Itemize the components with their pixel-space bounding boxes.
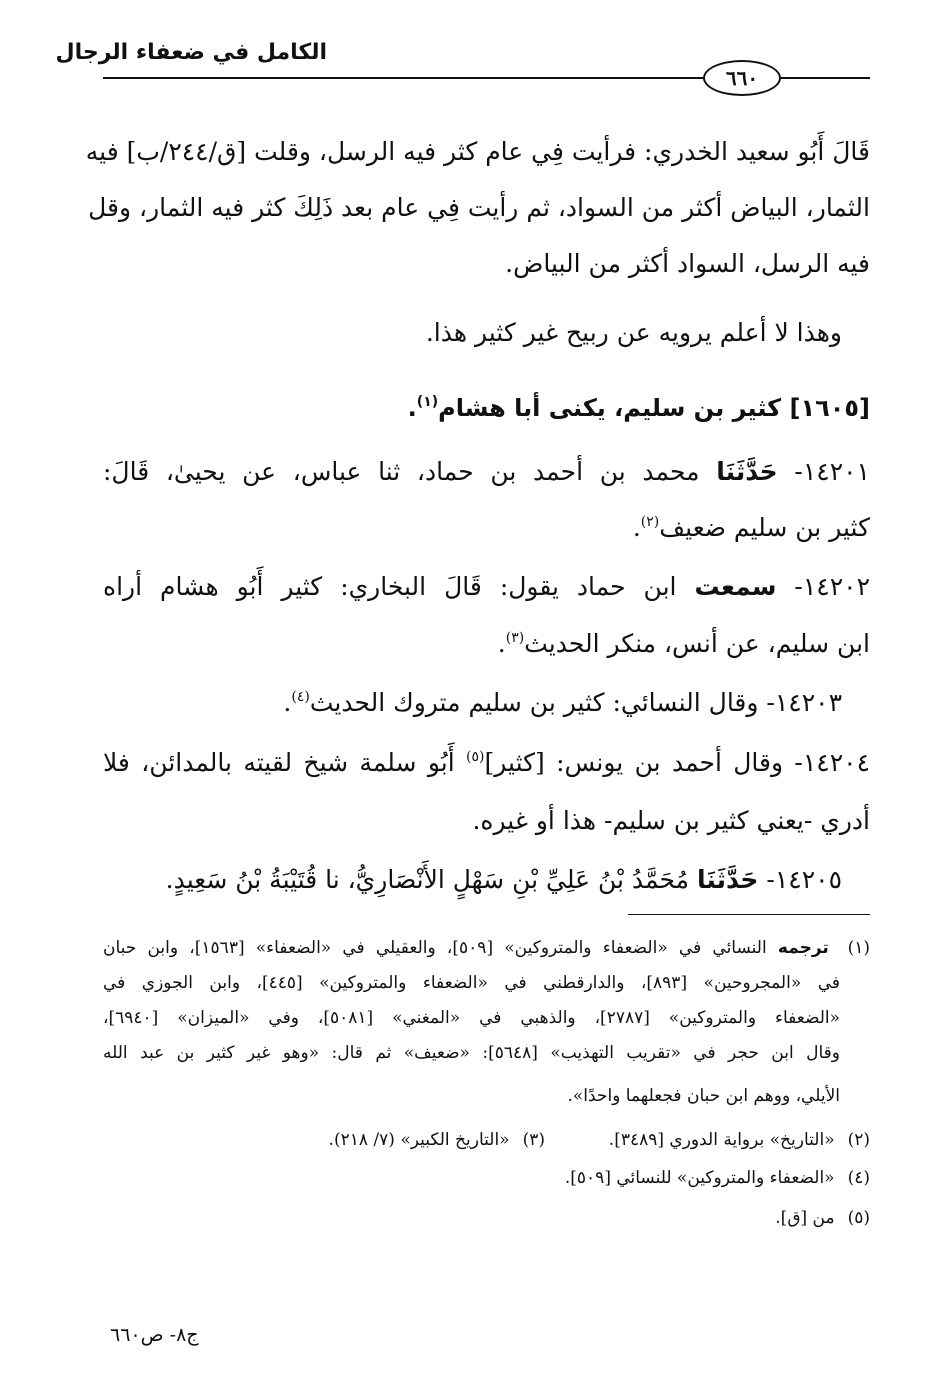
body-line [633,508,870,552]
footnote-keyword: ترجمه [777,938,829,958]
body-line: الثمار، البياض أكثر من السواد، ثم رأيت فِي عام بعد ذَلِكَ كثر فيه الثمار، وقل [88,193,870,222]
line-end: . [283,688,292,717]
footnote-ref[interactable]: (٣) [505,630,525,646]
narration-text: ابن حماد يقول: قَالَ البخاري: كثير أَبُو هشام أراه [103,572,677,601]
footnote-4 [565,1163,870,1193]
line-end: . [497,629,506,658]
footnote-number: (٥) [847,1208,870,1228]
narration-keyword: سمعت [694,572,777,601]
body-line [498,624,870,668]
narration-text: ابن سليم، عن أنس، منكر الحديث [524,629,870,658]
body-line: فيه الرسل، السواد أكثر من البياض. [505,249,870,278]
footnote-text: النسائي في «الضعفاء والمتروكين» [٥٠٩]، والعقيلي في «الضعفاء» [١٥٦٣]، وابن حبان [103,938,767,958]
footnote-2 [609,1125,870,1155]
narration-keyword: حَدَّثَنَا [697,865,759,894]
narration-14202 [103,567,870,607]
footnote-text: من [ق]. [775,1208,835,1228]
body-line: أدري -يعني كثير بن سليم- هذا أو غيره. [472,806,870,835]
footnote-text: «الضعفاء والمتروكين» للنسائي [٥٠٩]. [564,1168,835,1188]
entry-heading-end: . [407,394,417,422]
line-end: . [632,513,641,542]
body-line: وهذا لا أعلم يرويه عن ربيح غير كثير هذا. [425,318,842,347]
narration-keyword: حَدَّثَنَا [716,457,778,486]
entry-heading [408,388,870,432]
narration-text: مُحَمَّدُ بْنُ عَلِيِّ بْنِ سَهْلٍ الأَنْصَارِيُّ، نا قُتَيْبَةُ بْنُ سَعِيدٍ. [165,865,690,894]
footnote-ref[interactable]: (٥) [466,749,485,765]
footnote-line: في «المجروحين» [٨٩٣]، والدارقطني في «الضعفاء والمتروكين» [٤٤٥]، وابن الجوزي في [103,973,841,993]
footnote-3 [329,1125,545,1155]
footnote-number: (٣) [522,1130,545,1150]
narration-14201 [103,452,870,492]
narration-text: كثير بن سليم ضعيف [659,513,870,542]
footnote-ref[interactable]: (٢) [640,514,660,530]
page-reference: ج٨- ص٦٦٠ [110,1324,199,1346]
footnote-number: (١) [847,938,871,958]
narration-14203 [283,683,842,727]
footnote-ref[interactable]: (٤) [291,689,310,705]
narration-number: ١٤٢٠٥- [766,865,842,894]
narration-text: محمد بن أحمد بن حماد، ثنا عباس، عن يحيىٰ، قَالَ: [103,457,700,486]
footnote-line: الأيلي، ووهم ابن حبان فجعلهما واحدًا». [567,1086,840,1106]
page-number: ٦٦٠ [703,60,781,96]
footnote-number: (٢) [847,1130,870,1150]
narration-number: ١٤٢٠٢- [794,572,871,601]
footnote-ref[interactable]: (١) [416,394,439,410]
narration-text: ١٤٢٠٣- وقال النسائي: كثير بن سليم متروك الحديث [309,688,842,717]
body-line: قَالَ أَبُو سعيد الخدري: فرأيت فِي عام كثر فيه الرسل، وقلت [ق/٢٤٤/ب] فيه [85,137,870,166]
narration-number: ١٤٢٠١- [794,457,870,486]
footnote-1 [103,933,870,963]
footnote-line: وقال ابن حجر في «تقريب التهذيب» [٥٦٤٨]: «ضعيف» ثم قال: «وهو غير كثير بن عبد الله [103,1043,840,1063]
footnote-separator [628,914,870,915]
book-title: الكامل في ضعفاء الرجال [55,40,327,65]
narration-14204 [103,743,870,787]
narration-14205 [166,860,842,900]
footnote-number: (٤) [847,1168,870,1188]
narration-text: ١٤٢٠٤- وقال أحمد بن يونس: [كثير] [484,748,871,777]
footnote-text: «التاريخ» برواية الدوري [٣٤٨٩]. [608,1130,835,1150]
footnote-text: «التاريخ الكبير» (٧/ ٢١٨). [328,1130,510,1150]
footnote-5 [775,1203,870,1233]
entry-heading-text: [١٦٠٥] كثير بن سليم، يكنى أبا هشام [438,394,870,422]
footnote-line: «الضعفاء والمتروكين» [٢٧٨٧]، والذهبي في «المغني» [٥٠٨١]، وفي «الميزان» [٦٩٤٠]، [103,1008,841,1028]
narration-text: أَبُو سلمة شيخ لقيته بالمدائن، فلا [103,748,455,777]
